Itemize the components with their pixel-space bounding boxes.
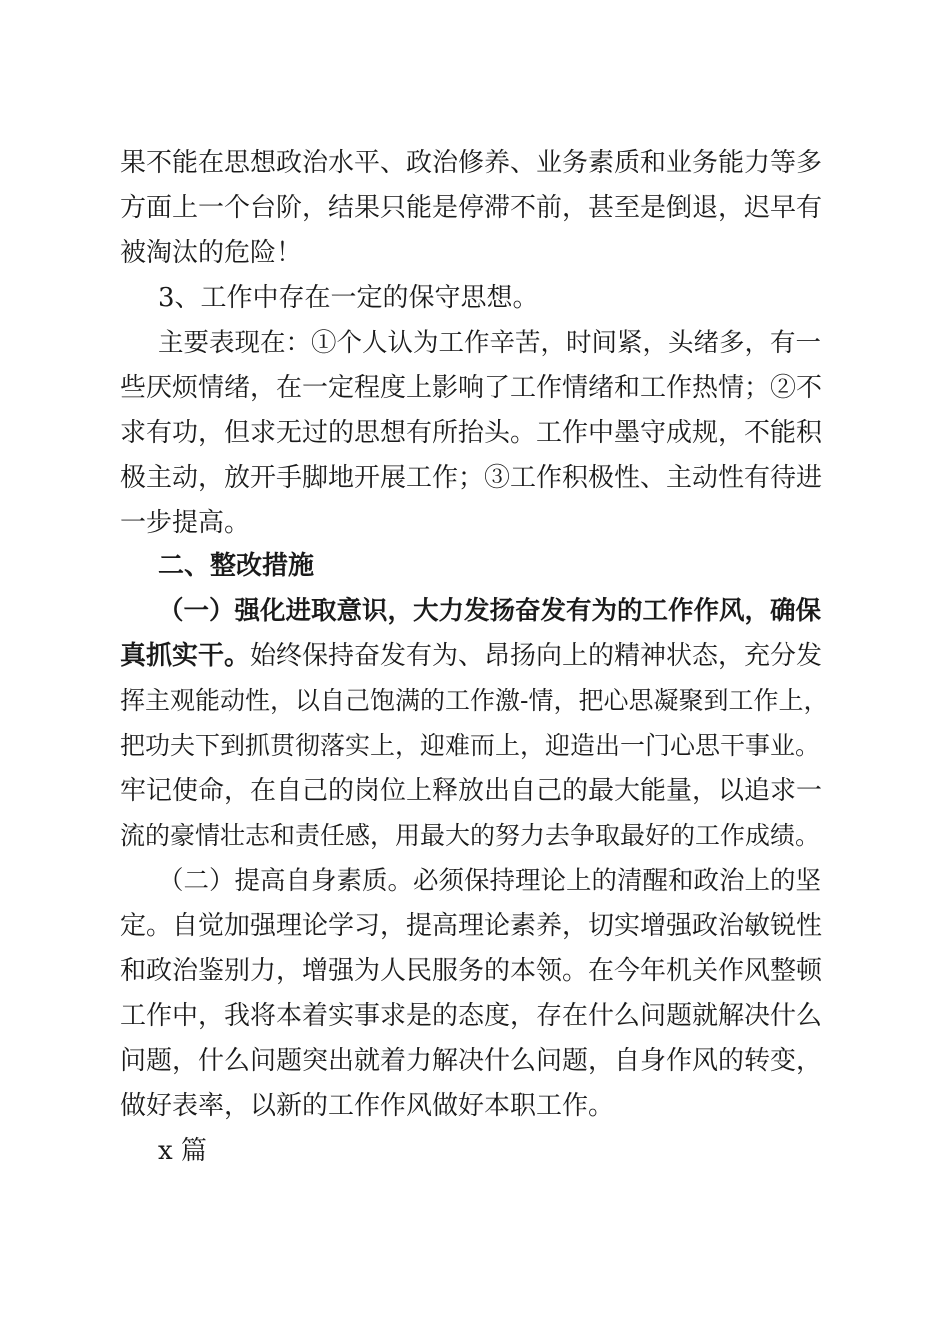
subsection-heading-end: 真抓实干。 xyxy=(120,641,251,671)
paragraph-line: 被淘汰的危险！ xyxy=(120,238,303,268)
paragraph-line: 工作中，我将本着实事求是的态度，存在什么问题就解决什么 xyxy=(120,1001,823,1031)
paragraph-line: 些厌烦情绪，在一定程度上影响了工作情绪和工作热情；②不 xyxy=(120,373,823,403)
article-marker: x 篇 xyxy=(158,1136,207,1166)
list-item-heading: 3、工作中存在一定的保守思想。 xyxy=(158,283,539,313)
paragraph-line: 极主动，放开手脚地开展工作；③工作积极性、主动性有待进 xyxy=(120,463,823,493)
paragraph-line xyxy=(120,638,822,674)
paragraph-line: 主要表现在：①个人认为工作辛苦，时间紧，头绪多，有一 xyxy=(158,328,822,358)
paragraph-line: 流的豪情壮志和责任感，用最大的努力去争取最好的工作成绩。 xyxy=(120,821,821,850)
paragraph-line: 把功夫下到抓贯彻落实上，迎难而上，迎造出一门心思干事业。 xyxy=(120,731,821,760)
paragraph-line: 果不能在思想政治水平、政治修养、业务素质和业务能力等多 xyxy=(120,148,823,178)
paragraph-text: 始终保持奋发有为、昂扬向上的精神状态，充分发 xyxy=(250,641,823,671)
paragraph-line: （二）提高自身素质。必须保持理论上的清醒和政治上的坚 xyxy=(158,866,822,896)
paragraph-line: 方面上一个台阶，结果只能是停滞不前，甚至是倒退，迟早有 xyxy=(120,193,823,223)
paragraph-line: 牢记使命，在自己的岗位上释放出自己的最大能量，以追求一 xyxy=(120,776,823,806)
paragraph-line: 问题，什么问题突出就着力解决什么问题，自身作风的转变， xyxy=(120,1046,823,1076)
paragraph-line: 做好表率，以新的工作作风做好本职工作。 xyxy=(120,1091,615,1121)
paragraph-line: 和政治鉴别力，增强为人民服务的本领。在今年机关作风整顿 xyxy=(120,956,823,986)
subsection-heading: （一）强化进取意识，大力发扬奋发有为的工作作风，确保 xyxy=(158,596,822,626)
paragraph-line: 挥主观能动性，以自己饱满的工作激-情，把心思凝聚到工作上， xyxy=(120,686,829,715)
paragraph-line: 一步提高。 xyxy=(120,508,251,538)
paragraph-line: 定。自觉加强理论学习，提高理论素养，切实增强政治敏锐性 xyxy=(120,911,823,941)
section-heading: 二、整改措施 xyxy=(158,551,315,581)
paragraph-line: 求有功，但求无过的思想有所抬头。工作中墨守成规，不能积 xyxy=(120,418,823,448)
